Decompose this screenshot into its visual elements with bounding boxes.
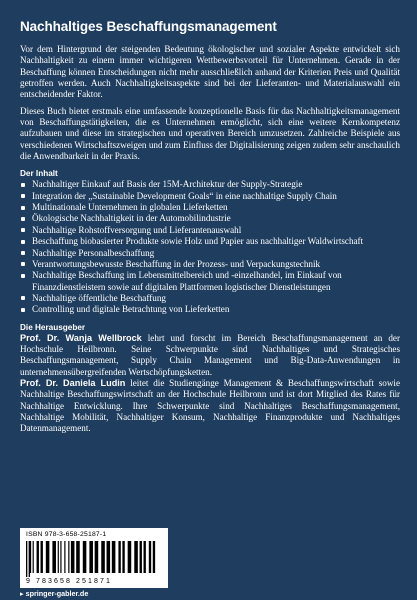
barcode-bar: [33, 541, 34, 573]
list-item: Verantwortungsbewusste Beschaffung in der Prozess- und Verpackungstechnik: [20, 259, 400, 270]
intro-paragraph: Vor dem Hintergrund der steigenden Bedeutung ökologischer und sozialer Aspekte entwickelt sich Nachhaltigkeit zu einem immer wichtigeren Wettbewerbsvorteil für Unternehmen. Gerade in der Beschaffung können Entscheidungen nicht mehr ausschließlich anhand der Kriterien Preis und Qualität getroffen werden. Auch Nachhaltigkeitsaspekte sind bei der Lieferanten- und Materialauswahl ein entscheidender Faktor.: [20, 44, 400, 100]
publisher-website[interactable]: [20, 589, 88, 598]
book-title: Nachhaltiges Beschaffungsmanagement: [20, 19, 277, 34]
barcode-bar: [71, 541, 75, 573]
barcode-bar: [118, 541, 120, 573]
barcode-bar: [112, 541, 116, 573]
editor-bio-text: leitet die Studiengänge Management & Beschaffungswirtschaft sowie Nachhaltige Beschaffungswirtschaft an der Hochschule Heilbronn und ist dort Mitglied des Rates für Nachhaltige Entwicklung. Ihre Schwerpunkte sind Nachhaltiges Beschaffungsmanagement, Nachhaltige Mobilität, Nachhaltiger Konsum, Nachhaltige Finanzprodukte und Nachhaltiges Datenmanagement.: [20, 377, 400, 434]
list-item: Beschaffung biobasierter Produkte sowie Holz und Papier aus nachhaltiger Waldwirtschaft: [20, 236, 400, 247]
editor-bio: [20, 333, 400, 378]
barcode-bar: [37, 541, 39, 573]
list-item: Controlling und digitale Betrachtung von Lieferketten: [20, 304, 400, 315]
barcode-bar: [29, 541, 30, 577]
editor-bio: [20, 378, 400, 435]
barcode-bar: [149, 541, 151, 573]
barcode-bar: [76, 541, 80, 573]
isbn-barcode: [20, 528, 168, 588]
barcode-bar: [60, 541, 61, 573]
barcode-bar: [89, 541, 93, 573]
barcode-bar: [144, 541, 146, 573]
barcode-bar: [64, 541, 65, 573]
barcode-bar: [95, 541, 99, 573]
barcode-bar: [122, 541, 124, 573]
list-item: Ökologische Nachhaltigkeit in der Automobilindustrie: [20, 213, 400, 224]
website-label: springer-gabler.de: [25, 589, 89, 598]
barcode-bar: [101, 541, 105, 573]
barcode-bar: [58, 541, 59, 573]
list-item: Nachhaltige Personalbeschaffung: [20, 248, 400, 259]
editor-bio-text: lehrt und forscht im Bereich Beschaffungsmanagement an der Hochschule Heilbronn. Seine Schwerpunkte sind Nachhaltiges und Strategisches Beschaffungsmanagement, Supply Chain Management und Big-Data-Anwendungen in unternehmensübergreifenden Wertschöpfungsketten.: [20, 332, 401, 377]
list-item: Nachhaltige Beschaffung im Lebensmittelbereich und -einzelhandel, im Einkauf von Finanzdienstleistern sowie auf digitalen Plattformen logistischer Dienstleistungen: [20, 270, 400, 293]
barcode-bar: [107, 541, 111, 573]
barcode-bar: [41, 541, 43, 573]
isbn-label: ISBN 978-3-658-25187-1: [26, 531, 107, 538]
barcode-bar: [30, 541, 31, 573]
barcode-bars: [26, 541, 162, 577]
editors-heading: Die Herausgeber: [20, 322, 86, 332]
barcode-bar: [128, 541, 132, 573]
barcode-digits: 9 783658 251871: [26, 578, 112, 585]
editor-name: Prof. Dr. Wanja Wellbrock: [20, 332, 142, 343]
barcode-bar: [26, 541, 27, 577]
list-item: Multinationale Unternehmen in globalen Lieferketten: [20, 202, 400, 213]
contents-heading: Der Inhalt: [20, 169, 58, 179]
list-item: Nachhaltiger Einkauf auf Basis der 15M-Architektur der Supply-Strategie: [20, 179, 400, 190]
intro-paragraph: Dieses Buch bietet erstmals eine umfassende konzeptionelle Basis für das Nachhaltigkeitsmanagement von Beschaffungstätigkeiten, die es Unternehmen ermöglicht, sich eine weitere Kernkompetenz aufzubauen und diese im strategischen und operativen Bereich umzusetzen. Zahlreiche Beispiele aus verschiedenen Wirtschaftszweigen und zum Einfluss der Digitalisierung zeigen zudem sehr anschaulich die Anwendbarkeit in der Praxis.: [20, 105, 400, 162]
barcode-bar: [134, 541, 138, 573]
cover-text: [20, 44, 400, 435]
list-item: Integration der „Sustainable Development Goals“ in eine nachhaltige Supply Chain: [20, 191, 400, 202]
barcode-bar: [46, 541, 50, 573]
editor-name: Prof. Dr. Daniela Ludin: [20, 377, 126, 388]
arrow-right-icon: ▸: [20, 589, 24, 598]
barcode-bar: [52, 541, 56, 573]
barcode-bar: [153, 541, 155, 573]
barcode-bar: [68, 541, 69, 573]
list-item: Nachhaltige Rohstoffversorgung und Lieferantenauswahl: [20, 225, 400, 236]
list-item: Nachhaltige öffentliche Beschaffung: [20, 293, 400, 304]
barcode-bar: [83, 541, 87, 573]
contents-list: [20, 179, 400, 315]
barcode-bar: [140, 541, 142, 573]
